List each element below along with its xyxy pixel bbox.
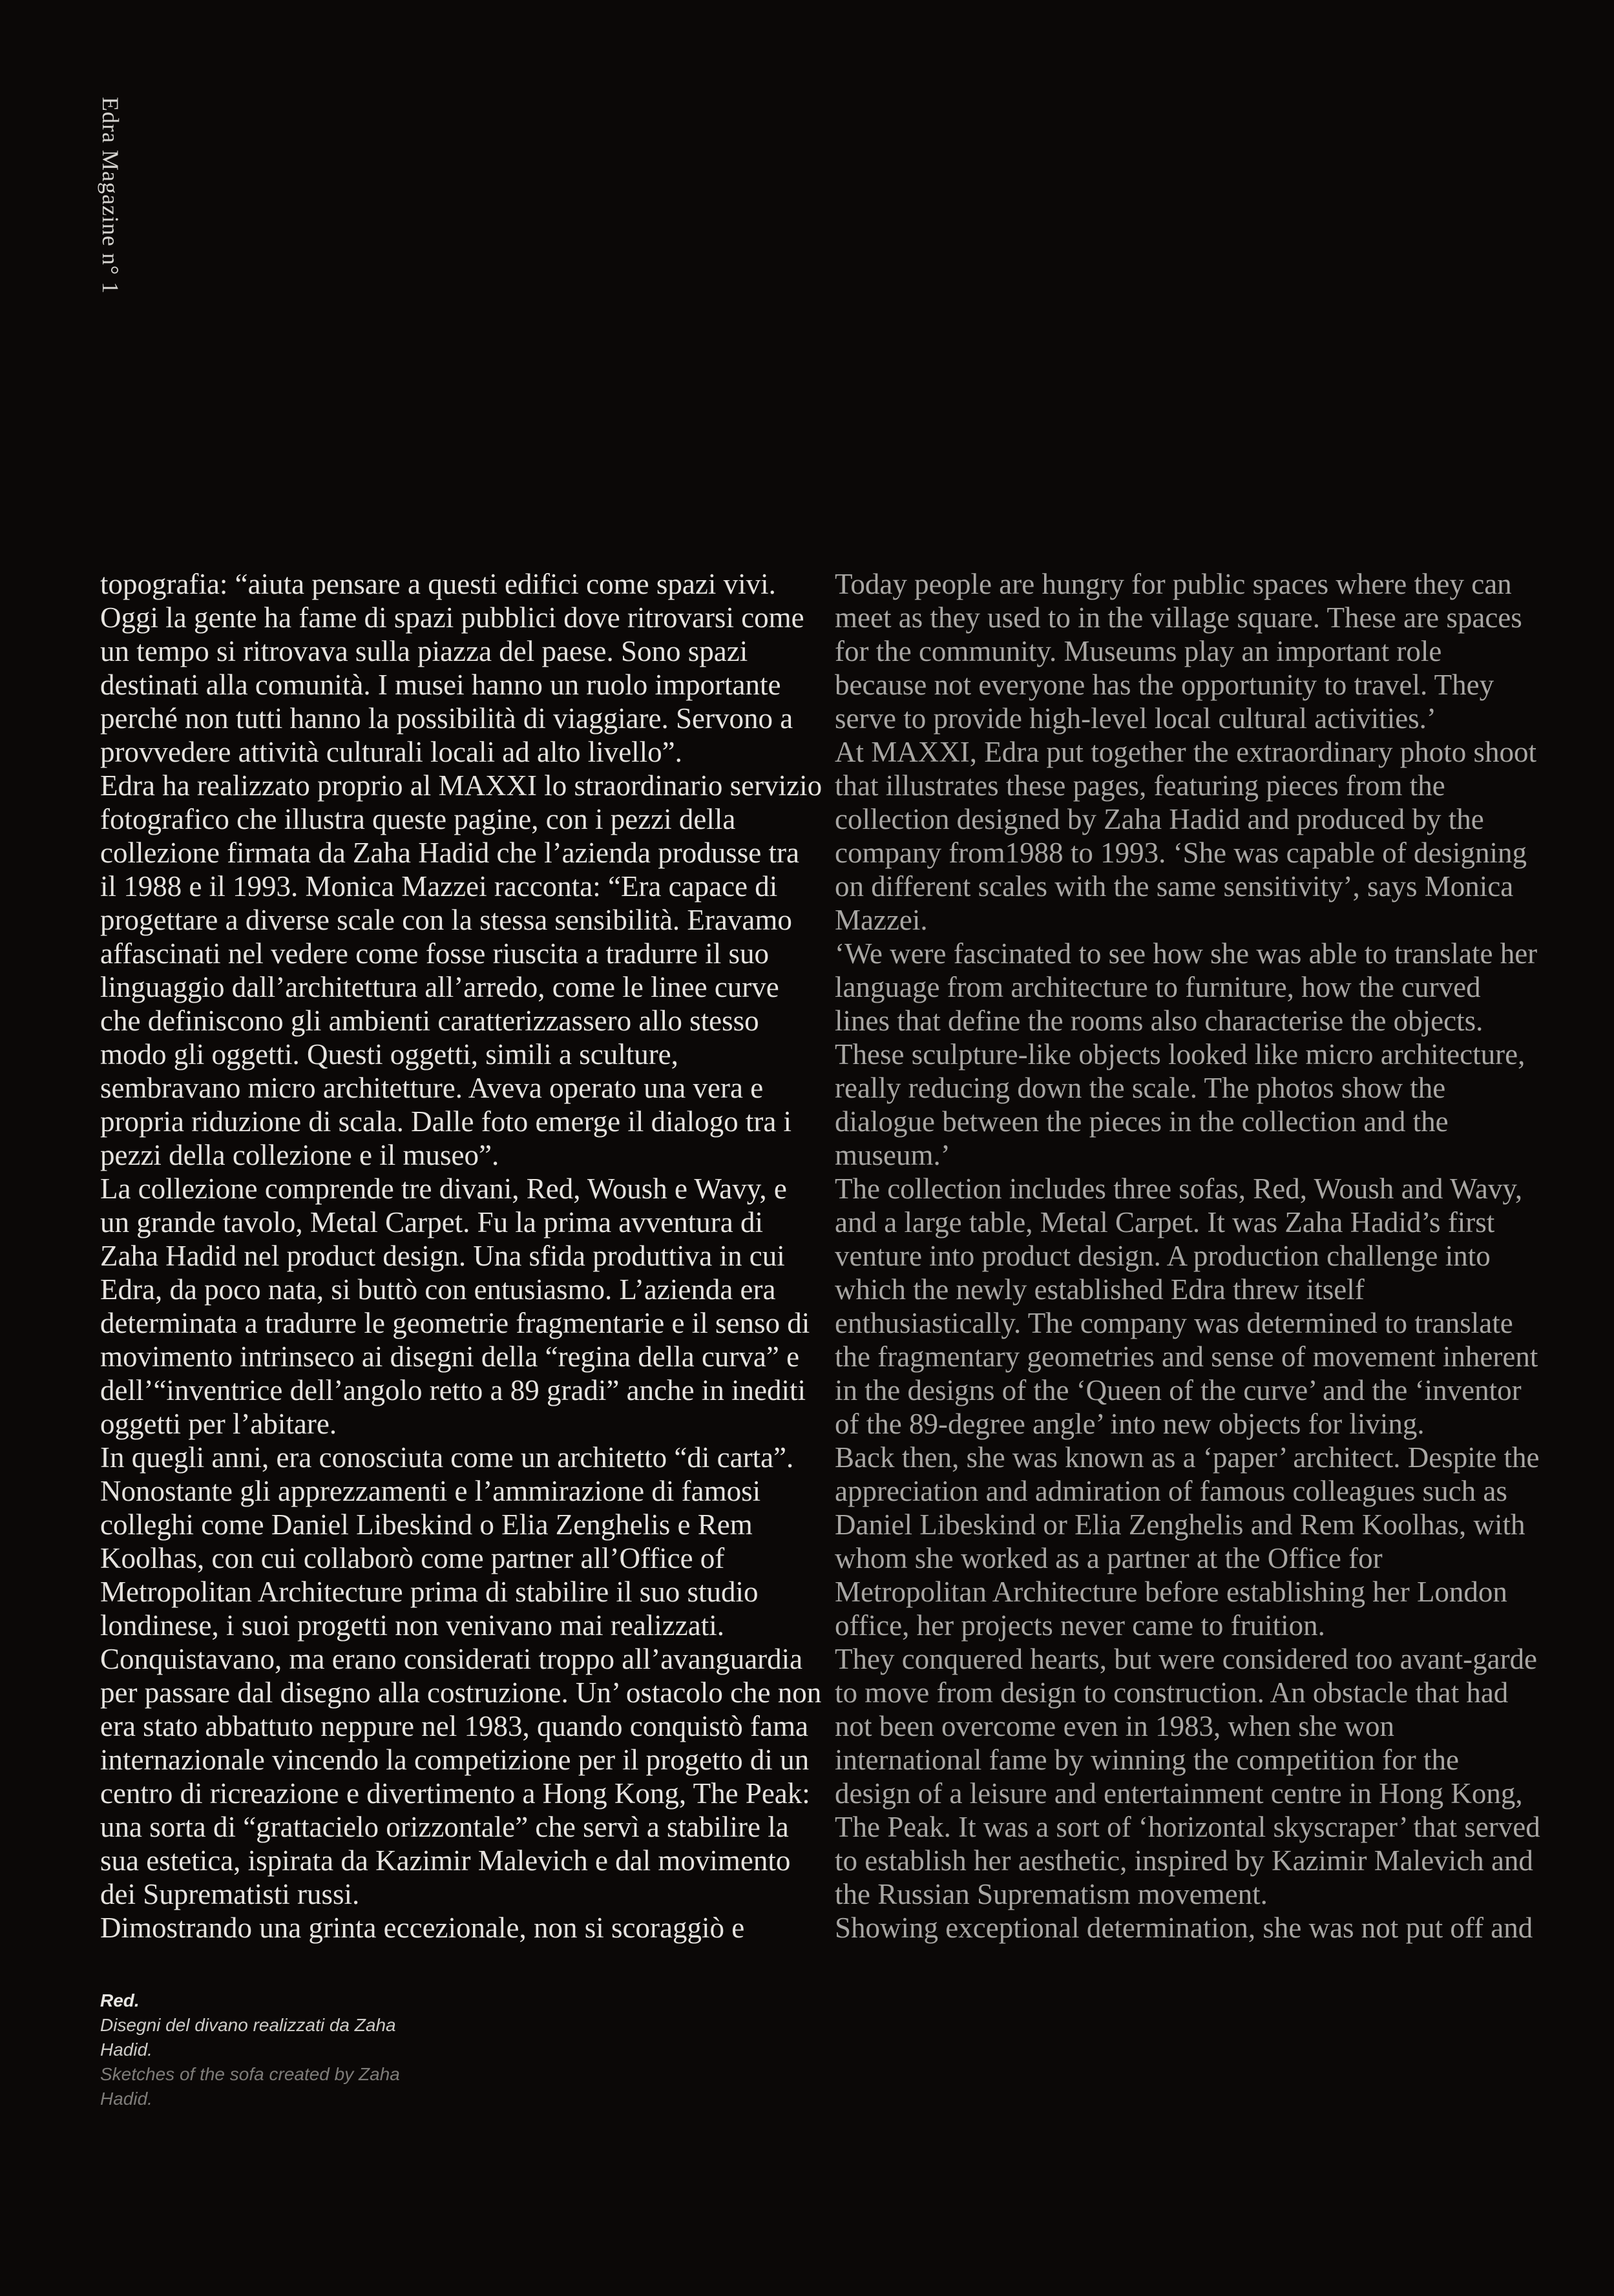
english-paragraph: ‘We were fascinated to see how she was able to translate her language from architecture to furniture, how the curved lines that define the rooms also characterise the objects. These sculpture-like objects looked like micro architecture, really reducing down the scale. The photos show the dialogue between the pieces in the collection and the museum.’ <box>835 937 1538 1171</box>
italian-paragraph: In quegli anni, era conosciuta come un architetto “di carta”. Nonostante gli apprezzamenti e l’ammirazione di famosi colleghi come Daniel Libeskind o Elia Zenghelis e Rem Koolhas, con cui collaborò come partner all’Office of Metropolitan Architecture prima di stabilire il suo studio londinese, i suoi progetti non venivano mai realizzati. Conquistavano, ma erano considerati troppo all’avanguardia per passare dal disegno alla costruzione. Un’ ostacolo che non era stato abbattuto neppure nel 1983, quando conquistò fama internazionale vincendo la competizione per il progetto di un centro di ricreazione e divertimento a Hong Kong, The Peak: una sorta di “grattacielo orizzontale” che servì a stabilire la sua estetica, ispirata da Kazimir Malevich e dal movimento dei Suprematisti russi. <box>100 1441 822 1910</box>
italian-paragraph: topografia: “aiuta pensare a questi edifici come spazi vivi. Oggi la gente ha fame di spazi pubblici dove ritrovarsi come un tempo si ritrovava sulla piazza del paese. Sono spazi destinati alla comunità. I musei hanno un ruolo importante perché non tutti hanno la possibilità di viaggiare. Servono a provvedere attività culturali locali ad alto livello”. <box>100 568 804 768</box>
english-paragraph: The collection includes three sofas, Red, Woush and Wavy, and a large table, Metal Carpet. It was Zaha Hadid’s first venture into product design. A production challenge into which the newly established Edra threw itself enthusiastically. The company was determined to translate the fragmentary geometries and sense of movement inherent in the designs of the ‘Queen of the curve’ and the ‘inventor of the 89-degree angle’ into new objects for living. <box>835 1173 1538 1440</box>
english-paragraph: At MAXXI, Edra put together the extraordinary photo shoot that illustrates these pages, featuring pieces from the collection designed by Zaha Hadid and produced by the company from1988 to 1993. ‘She was capable of designing on different scales with the same sensitivity’, says Monica Mazzei. <box>835 736 1536 936</box>
article-column-italian <box>100 567 823 1945</box>
caption-english-text: Sketches of the sofa created by Zaha Hadid. <box>100 2064 400 2109</box>
english-paragraph: Back then, she was known as a ‘paper’ architect. Despite the appreciation and admiration of famous colleagues such as Daniel Libeskind or Elia Zenghelis and Rem Koolhas, with whom she worked as a partner at the Office for Metropolitan Architecture before establishing her London office, her projects never came to fruition. <box>835 1441 1540 1642</box>
article-column-english <box>835 567 1540 1945</box>
italian-paragraph: Edra ha realizzato proprio al MAXXI lo straordinario servizio fotografico che illustra queste pagine, con i pezzi della collezione firmata da Zaha Hadid che l’azienda produsse tra il 1988 e il 1993. Monica Mazzei racconta: “Era capace di progettare a diverse scale con la stessa sensibilità. Eravamo affascinati nel vedere come fosse riuscita a tradurre il suo linguaggio dall’architettura all’arredo, come le linee curve che definiscono gli ambienti caratterizzassero allo stesso modo gli oggetti. Questi oggetti, simili a sculture, sembravano micro architetture. Aveva operato una vera e propria riduzione di scala. Dalle foto emerge il dialogo tra i pezzi della collezione e il museo”. <box>100 769 823 1171</box>
italian-paragraph: Dimostrando una grinta eccezionale, non si scoraggiò e <box>100 1912 745 1944</box>
italian-paragraph: La collezione comprende tre divani, Red, Woush e Wavy, e un grande tavolo, Metal Carpet. Fu la prima avventura di Zaha Hadid nel product design. Una sfida produttiva in cui Edra, da poco nata, si buttò con entusiasmo. L’azienda era determinata a tradurre le geometrie fragmentarie e il senso di movimento intrinseco ai disegni della “regina della curva” e dell’“inventrice dell’angolo retto a 89 gradi” anche in inediti oggetti per l’abitare. <box>100 1173 810 1440</box>
photo-caption <box>100 1988 404 2111</box>
english-paragraph: Today people are hungry for public spaces where they can meet as they used to in the village square. These are spaces for the community. Museums play an important role because not everyone has the opportunity to travel. They serve to provide high-level local cultural activities.’ <box>835 568 1522 735</box>
magazine-spine-title: Edra Magazine n° 1 <box>98 97 123 295</box>
english-paragraph: Showing exceptional determination, she was not put off and <box>835 1912 1533 1944</box>
caption-italian-text: Disegni del divano realizzati da Zaha Hadid. <box>100 2015 396 2060</box>
english-paragraph: They conquered hearts, but were considered too avant-garde to move from design to construction. An obstacle that had not been overcome even in 1983, when she won international fame by winning the competition for the design of a leisure and entertainment centre in Hong Kong, The Peak. It was a sort of ‘horizontal skyscraper’ that served to establish her aesthetic, inspired by Kazimir Malevich and the Russian Suprematism movement. <box>835 1643 1540 1910</box>
caption-title: Red. <box>100 1990 140 2010</box>
